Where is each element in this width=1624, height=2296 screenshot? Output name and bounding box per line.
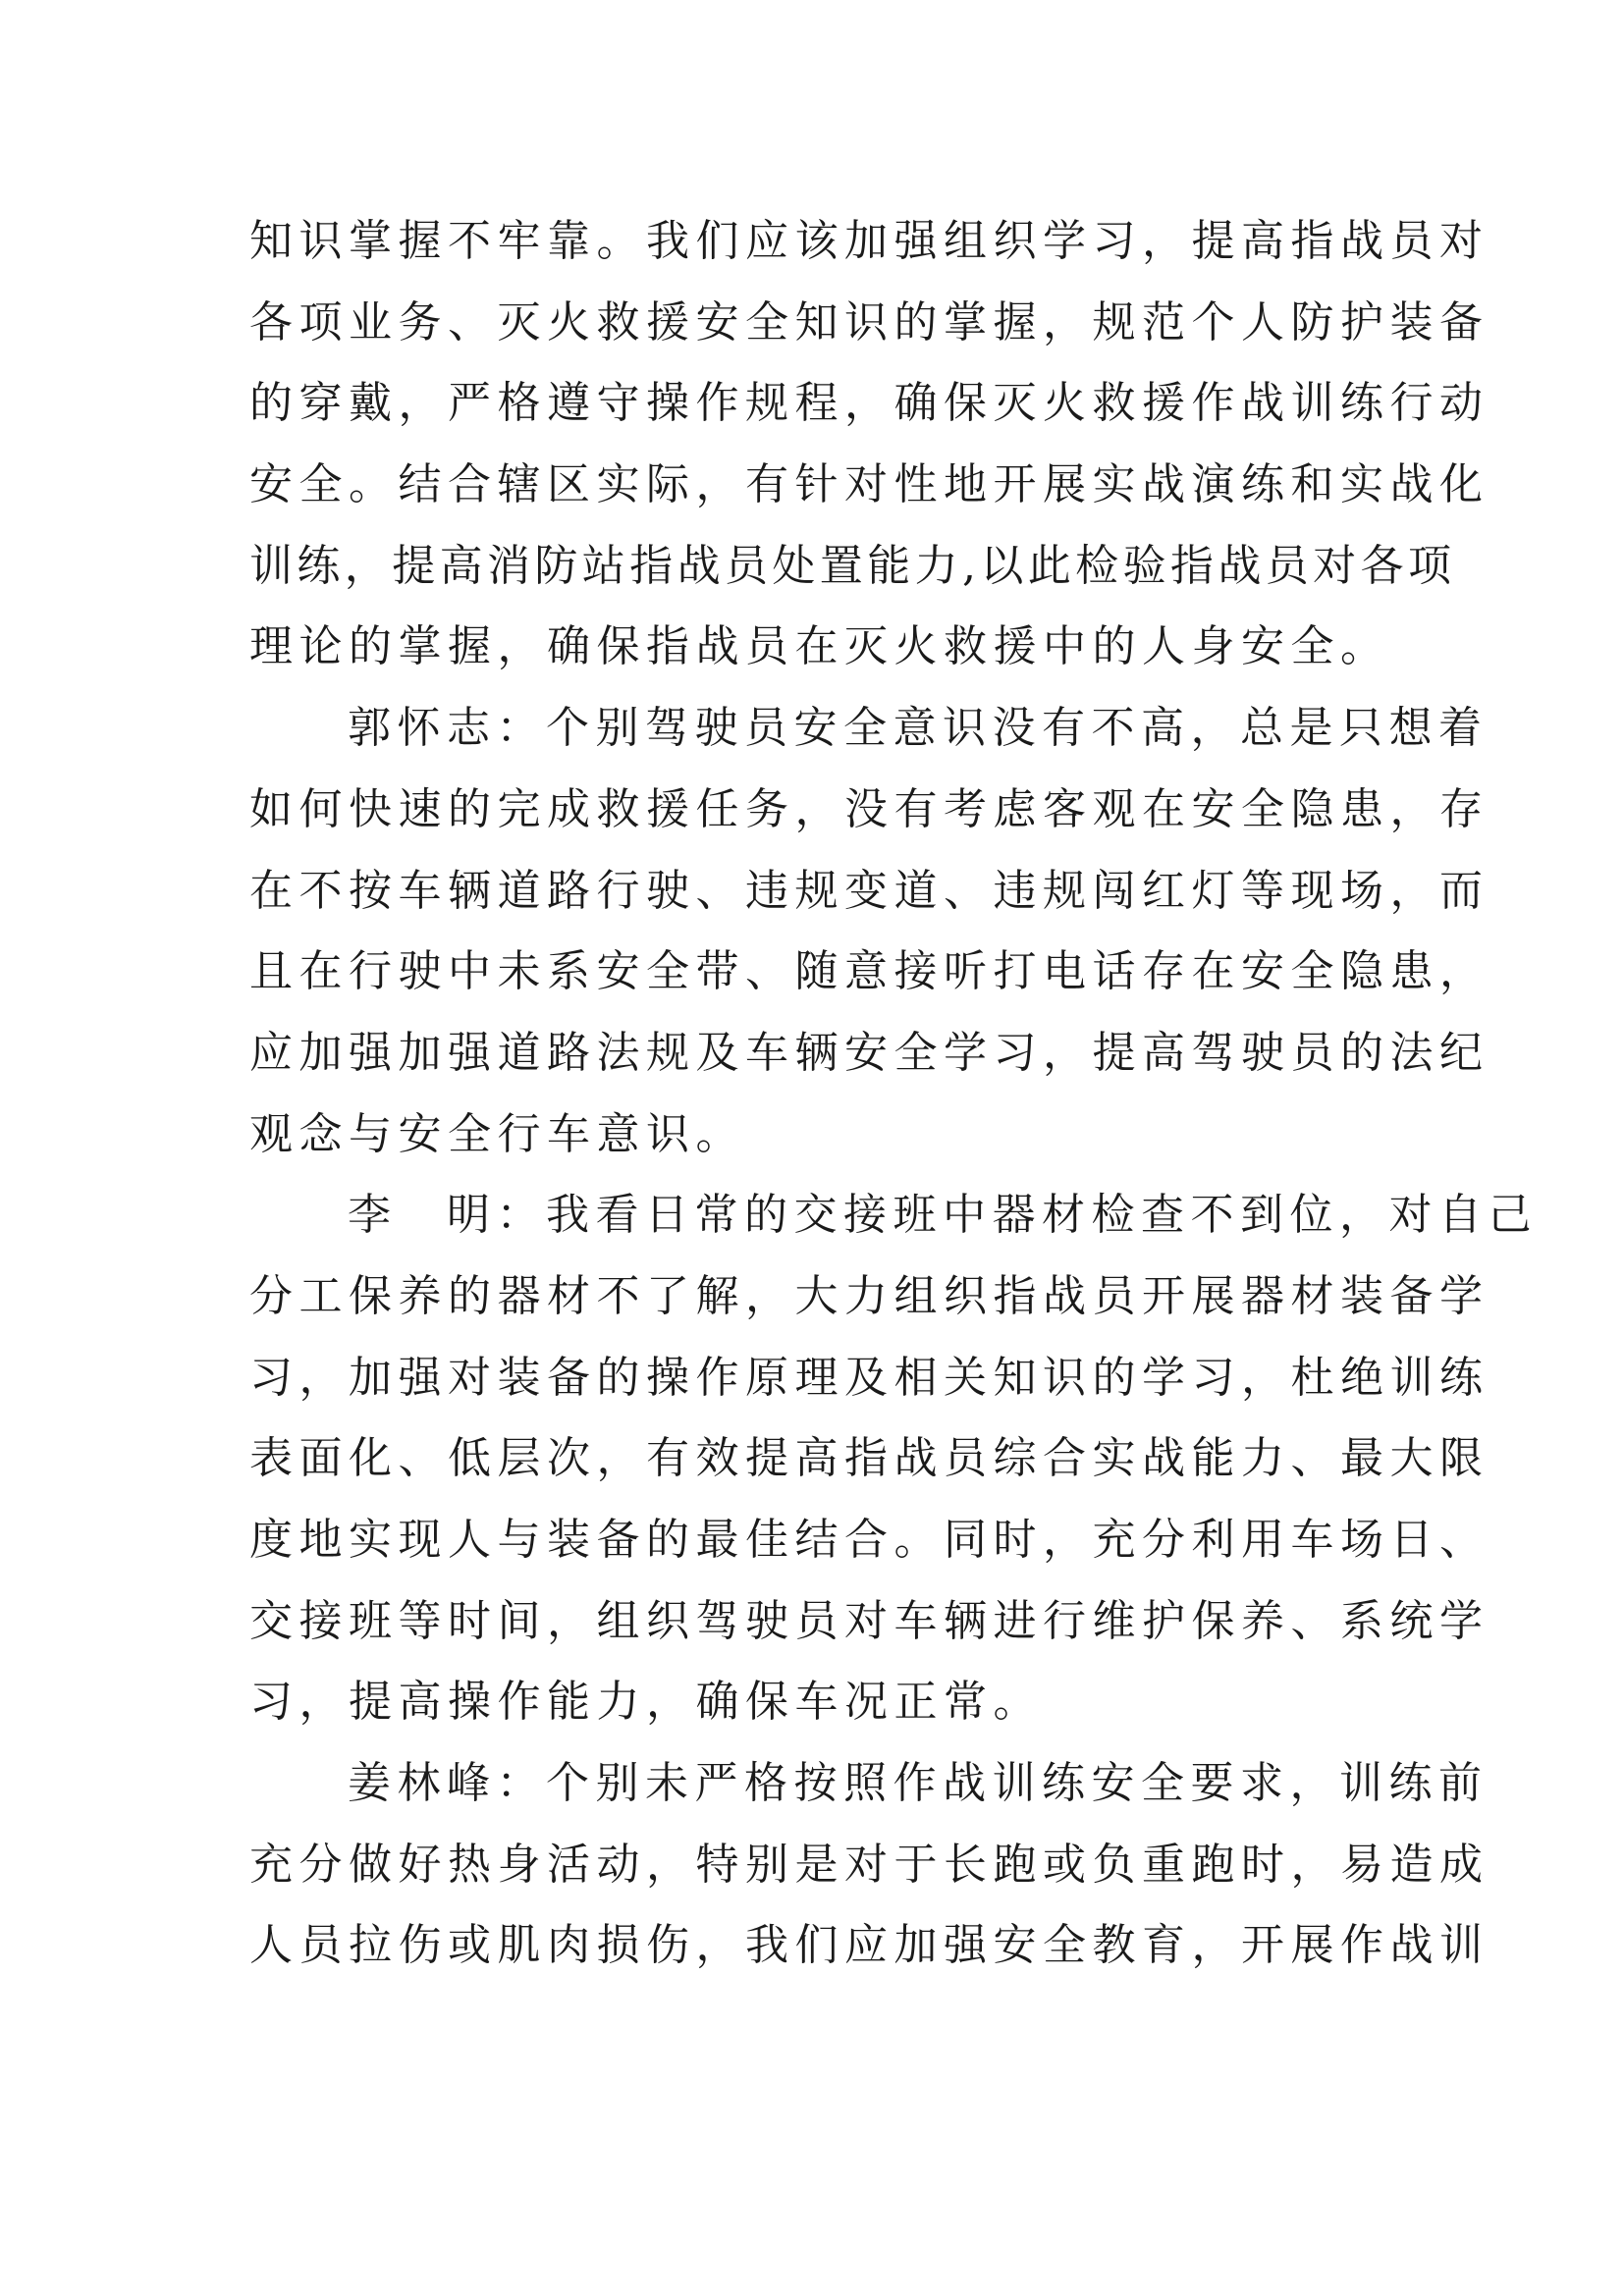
text-line: 姜林峰：个别未严格按照作战训练安全要求，训练前	[348, 1758, 1489, 1809]
text-line: 充分做好热身活动，特别是对于长跑或负重跑时，易造成	[249, 1839, 1489, 1890]
text-line: 且在行驶中未系安全带、随意接听打电话存在安全隐患，	[249, 946, 1489, 997]
paragraph-4-jiang-linfeng	[249, 1743, 1489, 1987]
text-line: 表面化、低层次，有效提高指战员综合实战能力、最大限	[249, 1433, 1489, 1484]
text-line: 理论的掌握，确保指战员在灭火救援中的人身安全。	[249, 621, 1390, 672]
text-line: 的穿戴，严格遵守操作规程，确保灭火救援作战训练行动	[249, 378, 1489, 429]
text-line: 训练，提高消防站指战员处置能力,以此检验指战员对各项	[249, 540, 1456, 591]
text-line: 如何快速的完成救援任务，没有考虑客观在安全隐患，存	[249, 783, 1489, 834]
text-line: 应加强加强道路法规及车辆安全学习，提高驾驶员的法纪	[249, 1027, 1489, 1078]
text-line: 交接班等时间，组织驾驶员对车辆进行维护保养、系统学	[249, 1595, 1489, 1646]
text-line: 各项业务、灭火救援安全知识的掌握，规范个人防护装备	[249, 296, 1489, 347]
document-body	[249, 201, 1538, 1987]
paragraph-2-guo-huaizhi	[249, 688, 1489, 1175]
text-line: 度地实现人与装备的最佳结合。同时，充分利用车场日、	[249, 1515, 1489, 1565]
text-line: 郭怀志：个别驾驶员安全意识没有不高，总是只想着	[348, 703, 1489, 754]
text-line: 观念与安全行车意识。	[249, 1108, 745, 1159]
text-line: 李 明：我看日常的交接班中器材检查不到位，对自己	[348, 1190, 1538, 1241]
text-line: 安全。结合辖区实际，有针对性地开展实战演练和实战化	[249, 459, 1489, 510]
text-line: 知识掌握不牢靠。我们应该加强组织学习，提高指战员对	[249, 216, 1489, 266]
text-line: 习，加强对装备的操作原理及相关知识的学习，杜绝训练	[249, 1352, 1489, 1403]
text-line: 在不按车辆道路行驶、违规变道、违规闯红灯等现场，而	[249, 865, 1489, 916]
text-line: 分工保养的器材不了解，大力组织指战员开展器材装备学	[249, 1270, 1489, 1321]
paragraph-3-li-ming	[249, 1175, 1538, 1743]
text-line: 人员拉伤或肌肉损伤，我们应加强安全教育，开展作战训	[249, 1920, 1489, 1971]
paragraph-1	[249, 201, 1489, 688]
text-line: 习，提高操作能力，确保车况正常。	[249, 1677, 1043, 1728]
